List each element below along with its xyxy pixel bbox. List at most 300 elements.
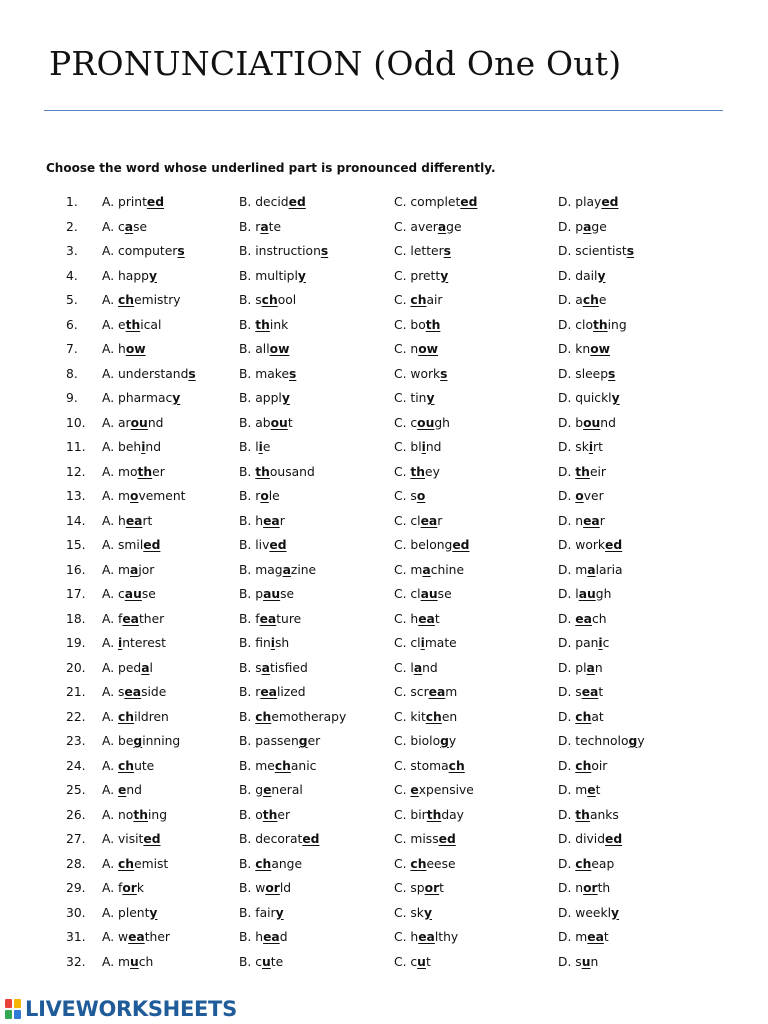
underlined-part: ch — [118, 856, 135, 871]
question-row — [0, 754, 768, 779]
option-a — [102, 710, 169, 724]
question-number: 13. — [66, 489, 86, 503]
underlined-part: ch — [448, 758, 465, 773]
option-text-before: D. sleep — [558, 366, 609, 381]
question-number: 32. — [66, 954, 86, 969]
option-b — [239, 612, 301, 626]
option-text-before: C. m — [394, 562, 423, 577]
underlined-part: ch — [575, 856, 592, 871]
option-text-after: nd — [422, 660, 438, 675]
option-b — [239, 195, 306, 209]
question-row — [0, 362, 768, 387]
option-text-before: D. s — [558, 685, 582, 699]
option-b — [239, 661, 308, 675]
option-text-after: air — [426, 293, 443, 307]
option-a — [102, 587, 156, 601]
option-b — [239, 489, 280, 503]
option-text-before: B. l — [239, 440, 259, 454]
underlined-part: or — [265, 881, 280, 895]
option-text-after: t — [425, 954, 431, 969]
option-c — [394, 244, 451, 258]
option-text-after: ute — [134, 758, 155, 773]
option-text-after: emotherapy — [271, 709, 347, 724]
option-a — [102, 930, 170, 944]
question-row — [0, 827, 768, 852]
option-text-before: B. liv — [239, 538, 270, 552]
option-d — [558, 220, 607, 234]
option-a — [102, 563, 154, 577]
option-text-after: y — [637, 734, 645, 748]
underlined-part: u — [581, 954, 591, 969]
question-row — [0, 901, 768, 926]
underlined-part: g — [628, 734, 638, 748]
option-text-after: r — [279, 513, 285, 528]
underlined-part: i — [420, 636, 425, 650]
option-c — [394, 955, 431, 969]
option-text-before: C. — [394, 464, 411, 479]
option-text-after: er — [152, 464, 165, 479]
option-text-after: nd — [126, 783, 142, 797]
option-c — [394, 538, 469, 552]
option-a — [102, 416, 163, 430]
option-b — [239, 783, 303, 797]
question-number: 14. — [66, 513, 86, 528]
option-text-after: ther — [138, 611, 165, 626]
underlined-part: y — [440, 268, 449, 283]
question-number: 12. — [66, 464, 86, 479]
option-d — [558, 269, 606, 283]
underlined-part: a — [282, 562, 291, 577]
option-text-after: anks — [589, 807, 619, 822]
underlined-part: s — [440, 366, 448, 381]
option-b — [239, 342, 289, 356]
option-text-before: A. s — [102, 685, 125, 699]
question-number: 21. — [66, 685, 86, 699]
option-text-before: D. b — [558, 415, 584, 430]
option-a — [102, 906, 157, 920]
option-text-before: D. — [558, 758, 576, 773]
option-c — [394, 881, 444, 895]
option-text-before: C. h — [394, 930, 419, 944]
question-number: 29. — [66, 881, 86, 895]
underlined-part: ow — [269, 342, 290, 356]
footer-brand — [4, 996, 237, 1022]
underlined-part: ch — [582, 293, 599, 307]
option-b — [239, 906, 284, 920]
option-text-after: ing — [147, 807, 168, 822]
option-a — [102, 465, 165, 479]
option-a — [102, 783, 142, 797]
option-text-before: C. sk — [394, 905, 424, 920]
liveworksheets-logo-icon — [4, 998, 23, 1020]
underlined-part: ea — [583, 513, 600, 528]
underlined-part: ed — [438, 832, 456, 846]
option-text-before: C. — [394, 293, 411, 307]
option-text-before: A. ar — [102, 415, 131, 430]
option-text-before: A. w — [102, 930, 129, 944]
question-row — [0, 239, 768, 264]
option-text-after: t — [434, 611, 440, 626]
underlined-part: ow — [125, 342, 146, 356]
question-number: 31. — [66, 930, 86, 944]
option-a — [102, 612, 164, 626]
option-text-before: A. h — [102, 513, 126, 528]
option-text-before: C. cl — [394, 513, 421, 528]
option-c — [394, 857, 456, 871]
option-text-before: C. belong — [394, 538, 453, 552]
underlined-part: u — [262, 954, 271, 969]
question-row — [0, 607, 768, 632]
underlined-part: a — [422, 562, 431, 577]
underlined-part: ea — [122, 611, 139, 626]
option-text-before: B. make — [239, 366, 290, 381]
option-text-after: laria — [595, 562, 623, 577]
option-text-after: th — [597, 881, 611, 895]
underlined-part: ed — [452, 538, 470, 552]
option-text-after: xpensive — [418, 783, 474, 797]
option-d — [558, 318, 627, 332]
question-row — [0, 925, 768, 950]
option-text-before: A. mo — [102, 464, 138, 479]
underlined-part: g — [133, 734, 143, 748]
underlined-part: y — [172, 391, 181, 405]
option-text-before: D. n — [558, 881, 584, 895]
question-row — [0, 411, 768, 436]
option-d — [558, 710, 604, 724]
underlined-part: ea — [420, 513, 438, 528]
option-text-before: B. h — [239, 513, 264, 528]
option-text-before: B. r — [239, 685, 261, 699]
underlined-part: ed — [302, 832, 320, 846]
option-text-before: D. — [558, 489, 576, 503]
option-text-after: se — [280, 587, 295, 601]
question-number: 28. — [66, 856, 86, 871]
option-text-before: B. — [239, 464, 256, 479]
underlined-part: ea — [428, 685, 446, 699]
option-text-before: C. s — [394, 489, 417, 503]
option-text-before: C. complet — [394, 195, 461, 209]
option-text-before: D. weekl — [558, 905, 612, 920]
underlined-part: y — [281, 391, 290, 405]
option-d — [558, 342, 610, 356]
option-text-after: m — [445, 685, 458, 699]
option-text-before: C. l — [394, 660, 414, 675]
option-text-before: B. s — [239, 293, 262, 307]
option-text-before: B. me — [239, 758, 275, 773]
option-text-before: C. bir — [394, 807, 427, 822]
option-d — [558, 857, 614, 871]
option-text-after: y — [448, 734, 457, 748]
option-b — [239, 734, 320, 748]
question-row — [0, 509, 768, 534]
underlined-part: o — [416, 489, 426, 503]
option-text-after: rt — [593, 440, 603, 454]
option-text-after: n — [590, 954, 599, 969]
underlined-part: a — [586, 660, 595, 675]
underlined-part: o — [260, 489, 269, 503]
option-text-before: C. — [394, 783, 411, 797]
option-text-before: D. m — [558, 562, 588, 577]
option-c — [394, 783, 474, 797]
question-number: 19. — [66, 636, 86, 650]
option-text-after: ther — [144, 930, 170, 944]
option-text-after: ool — [277, 293, 297, 307]
option-b — [239, 587, 294, 601]
question-row — [0, 264, 768, 289]
question-number: 25. — [66, 783, 86, 797]
option-text-after: eap — [591, 856, 615, 871]
option-text-before: D. — [558, 611, 576, 626]
underlined-part: y — [297, 268, 306, 283]
option-text-before: D. sk — [558, 440, 589, 454]
option-text-before: A. beh — [102, 440, 142, 454]
option-d — [558, 489, 604, 503]
option-text-before: A. c — [102, 219, 125, 234]
option-c — [394, 587, 452, 601]
option-text-before: B. — [239, 317, 256, 332]
question-row — [0, 852, 768, 877]
option-text-before: C. stoma — [394, 758, 449, 773]
underlined-part: ch — [410, 856, 427, 871]
question-row — [0, 288, 768, 313]
option-text-before: D. l — [558, 587, 579, 601]
underlined-part: a — [583, 219, 592, 234]
option-text-after: side — [141, 685, 167, 699]
option-text-before: A. m — [102, 562, 130, 577]
option-d — [558, 465, 606, 479]
option-c — [394, 759, 465, 773]
option-a — [102, 269, 157, 283]
underlined-part: ed — [143, 832, 161, 846]
option-text-before: B. r — [239, 489, 261, 503]
question-number: 20. — [66, 660, 86, 675]
underlined-part: s — [289, 366, 297, 381]
option-b — [239, 759, 316, 773]
option-text-after: t — [595, 783, 601, 797]
option-b — [239, 832, 319, 846]
option-text-before: B. ab — [239, 415, 271, 430]
underlined-part: u — [130, 954, 139, 969]
underlined-part: s — [188, 366, 196, 381]
option-text-before: C. letter — [394, 244, 444, 258]
option-b — [239, 930, 288, 944]
option-text-after: n — [594, 660, 603, 675]
option-a — [102, 244, 185, 258]
option-text-before: D. m — [558, 783, 588, 797]
option-text-after: c — [602, 636, 610, 650]
option-text-before: C. aver — [394, 219, 438, 234]
question-number: 30. — [66, 905, 86, 920]
option-text-after: ver — [583, 489, 604, 503]
option-text-before: D. — [558, 709, 576, 724]
option-text-before: B. all — [239, 342, 270, 356]
underlined-part: ed — [269, 538, 287, 552]
underlined-part: ch — [118, 758, 135, 773]
option-a — [102, 759, 154, 773]
option-text-before: A. ped — [102, 660, 142, 675]
underlined-part: ch — [255, 856, 272, 871]
underlined-part: ou — [130, 415, 148, 430]
option-d — [558, 538, 622, 552]
underlined-part: ow — [590, 342, 611, 356]
option-text-before: D. — [558, 807, 576, 822]
option-a — [102, 514, 152, 528]
underlined-part: th — [425, 317, 441, 332]
option-a — [102, 440, 161, 454]
question-number: 9. — [66, 391, 78, 405]
option-text-after: ch — [138, 954, 154, 969]
option-a — [102, 661, 153, 675]
underlined-part: ea — [263, 513, 280, 528]
question-row — [0, 950, 768, 975]
option-text-after: t — [439, 881, 444, 895]
option-text-after: ture — [276, 611, 302, 626]
option-a — [102, 220, 147, 234]
option-text-before: A. m — [102, 489, 130, 503]
option-text-before: A. — [102, 709, 119, 724]
question-number: 18. — [66, 611, 86, 626]
question-list — [0, 190, 768, 974]
option-text-after: d — [279, 930, 288, 944]
question-number: 23. — [66, 734, 86, 748]
option-text-before: A. — [102, 783, 119, 797]
option-text-after: se — [133, 219, 148, 234]
option-text-before: B. c — [239, 954, 263, 969]
option-c — [394, 416, 450, 430]
option-b — [239, 416, 293, 430]
option-text-before: C. sp — [394, 881, 425, 895]
option-d — [558, 514, 605, 528]
option-text-before: B. decorat — [239, 832, 303, 846]
underlined-part: ea — [587, 930, 604, 944]
option-text-after: tisfied — [269, 660, 308, 675]
underlined-part: a — [130, 562, 139, 577]
option-text-after: nterest — [122, 636, 166, 650]
underlined-part: s — [608, 366, 616, 381]
option-text-before: C. c — [394, 415, 418, 430]
option-text-after: se — [437, 587, 452, 601]
underlined-part: a — [587, 562, 596, 577]
option-text-before: A. visit — [102, 832, 144, 846]
underlined-part: ch — [118, 709, 135, 724]
option-text-after: l — [149, 660, 153, 675]
question-row — [0, 631, 768, 656]
option-text-after: emist — [134, 856, 169, 871]
option-text-before: D. quickl — [558, 391, 612, 405]
option-text-after: er — [277, 807, 291, 822]
underlined-part: g — [440, 734, 449, 748]
option-b — [239, 367, 296, 381]
option-text-after: nd — [425, 440, 442, 454]
underlined-part: i — [588, 440, 594, 454]
underlined-part: th — [575, 807, 590, 822]
option-text-before: B. w — [239, 881, 266, 895]
option-text-after: te — [268, 219, 282, 234]
question-number: 16. — [66, 562, 86, 577]
option-text-before: D. pan — [558, 636, 599, 650]
option-text-before: C. n — [394, 342, 419, 356]
underlined-part: ch — [274, 758, 291, 773]
option-a — [102, 955, 153, 969]
option-text-before: B. — [239, 856, 256, 871]
question-row — [0, 729, 768, 754]
question-number: 2. — [66, 219, 78, 234]
underlined-part: y — [426, 391, 435, 405]
option-d — [558, 734, 645, 748]
option-c — [394, 391, 434, 405]
option-a — [102, 489, 185, 503]
option-text-after: en — [441, 709, 458, 724]
option-d — [558, 832, 622, 846]
option-d — [558, 955, 598, 969]
question-number: 1. — [66, 195, 78, 209]
option-text-after: day — [441, 807, 464, 822]
option-text-after: nd — [600, 415, 616, 430]
option-text-before: C. c — [394, 954, 418, 969]
option-text-after: se — [141, 587, 156, 601]
option-text-before: D. technolo — [558, 734, 629, 748]
underlined-part: ow — [418, 342, 439, 356]
option-d — [558, 759, 607, 773]
question-row — [0, 582, 768, 607]
underlined-part: or — [122, 881, 137, 895]
option-text-before: A. — [102, 856, 119, 871]
underlined-part: a — [124, 219, 134, 234]
underlined-part: g — [298, 734, 308, 748]
option-text-after: eir — [589, 464, 606, 479]
underlined-part: i — [118, 636, 123, 650]
option-text-before: C. work — [394, 366, 441, 381]
underlined-part: y — [275, 905, 284, 920]
option-text-before: A. h — [102, 342, 126, 356]
option-text-before: A. — [102, 293, 119, 307]
underlined-part: th — [575, 464, 590, 479]
option-c — [394, 661, 438, 675]
underlined-part: th — [410, 464, 426, 479]
underlined-part: a — [437, 219, 447, 234]
option-text-before: A. f — [102, 881, 123, 895]
option-text-before: B. appl — [239, 391, 282, 405]
option-c — [394, 906, 432, 920]
option-a — [102, 538, 160, 552]
option-text-before: A. c — [102, 587, 125, 601]
underlined-part: ch — [575, 709, 592, 724]
option-c — [394, 734, 456, 748]
question-number: 27. — [66, 832, 86, 846]
option-text-before: D. kn — [558, 342, 591, 356]
option-text-before: A. no — [102, 807, 134, 822]
underlined-part: ea — [124, 685, 142, 699]
underlined-part: th — [255, 317, 270, 332]
option-c — [394, 514, 442, 528]
option-c — [394, 808, 464, 822]
option-a — [102, 293, 181, 307]
question-row — [0, 337, 768, 362]
option-text-before: B. multipl — [239, 268, 298, 283]
option-text-before: C. kit — [394, 709, 426, 724]
option-text-after: nd — [145, 440, 162, 454]
underlined-part: u — [417, 954, 426, 969]
option-b — [239, 857, 302, 871]
option-text-before: A. be — [102, 734, 134, 748]
option-b — [239, 514, 285, 528]
option-text-after: lthy — [434, 930, 459, 944]
question-row — [0, 533, 768, 558]
option-c — [394, 220, 462, 234]
option-a — [102, 832, 161, 846]
option-text-before: D. scientist — [558, 244, 627, 258]
option-a — [102, 808, 167, 822]
